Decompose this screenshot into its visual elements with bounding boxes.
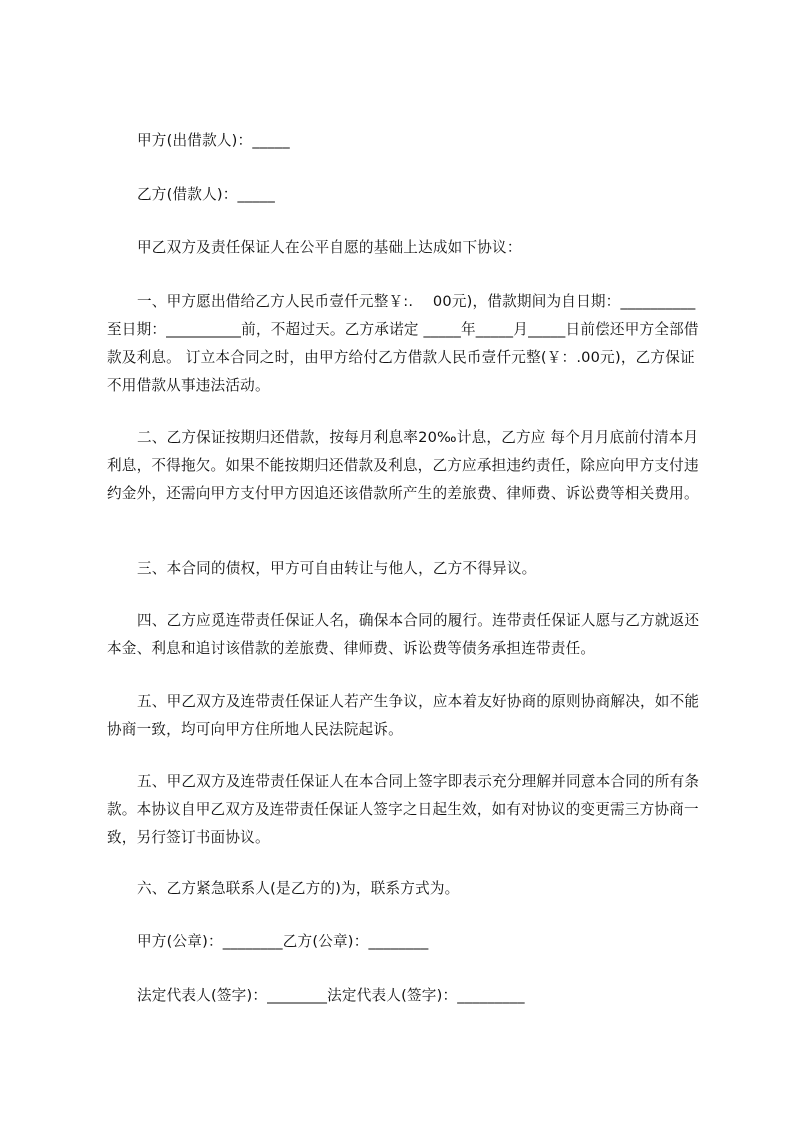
seal-line: 甲方(公章)：________乙方(公章)：________ bbox=[137, 933, 429, 950]
party-a-line: 甲方(出借款人)：_____ bbox=[137, 132, 290, 149]
clause-5-signature: 五、甲乙双方及连带责任保证人在本合同上签字即表示充分理解并同意本合同的所有条款。本协议自甲乙双方及连带责任保证人签字之日起生效，如有对协议的变更需三方协商一致，另行签订书面协议。 bbox=[107, 773, 700, 846]
clause-4: 四、乙方应觅连带责任保证人名，确保本合同的履行。连带责任保证人愿与乙方就返还本金、利息和追讨该借款的差旅费、律师费、诉讼费等债务承担连带责任。 bbox=[107, 612, 700, 657]
intro-line: 甲乙双方及责任保证人在公平自愿的基础上达成如下协议： bbox=[137, 239, 522, 256]
clause-1: 一、甲方愿出借给乙方人民币壹仟元整￥:. 00元)，借款期间为自日期：__________至日期：__________前，不超过天。乙方承诺定 _____年_____月_____日前偿还甲方全部借款及利息。 订立本合同之时，由甲方给付乙方借款人民币壹仟元整(￥：.00元)，乙方保证不用借款从事违法活动。 bbox=[107, 293, 699, 394]
clause-6: 六、乙方紧急联系人(是乙方的)为，联系方式为。 bbox=[137, 880, 460, 897]
clause-3: 三、本合同的债权，甲方可自由转让与他人，乙方不得异议。 bbox=[137, 560, 537, 577]
party-b-line: 乙方(借款人)：_____ bbox=[137, 186, 276, 203]
clause-2: 二、乙方保证按期归还借款，按每月利息率20‰计息，乙方应 每个月月底前付清本月利息，不得拖欠。如果不能按期归还借款及利息，乙方应承担违约责任，除应向甲方支付违约金外，还需向甲方支付甲方因追还该借款所产生的差旅费、律师费、诉讼费等相关费用。 bbox=[107, 429, 699, 502]
signature-line: 法定代表人(签字)：________法定代表人(签字)：_________ bbox=[137, 987, 525, 1004]
clause-5-dispute: 五、甲乙双方及连带责任保证人若产生争议，应本着友好协商的原则协商解决，如不能协商一致，均可向甲方住所地人民法院起诉。 bbox=[107, 693, 700, 738]
